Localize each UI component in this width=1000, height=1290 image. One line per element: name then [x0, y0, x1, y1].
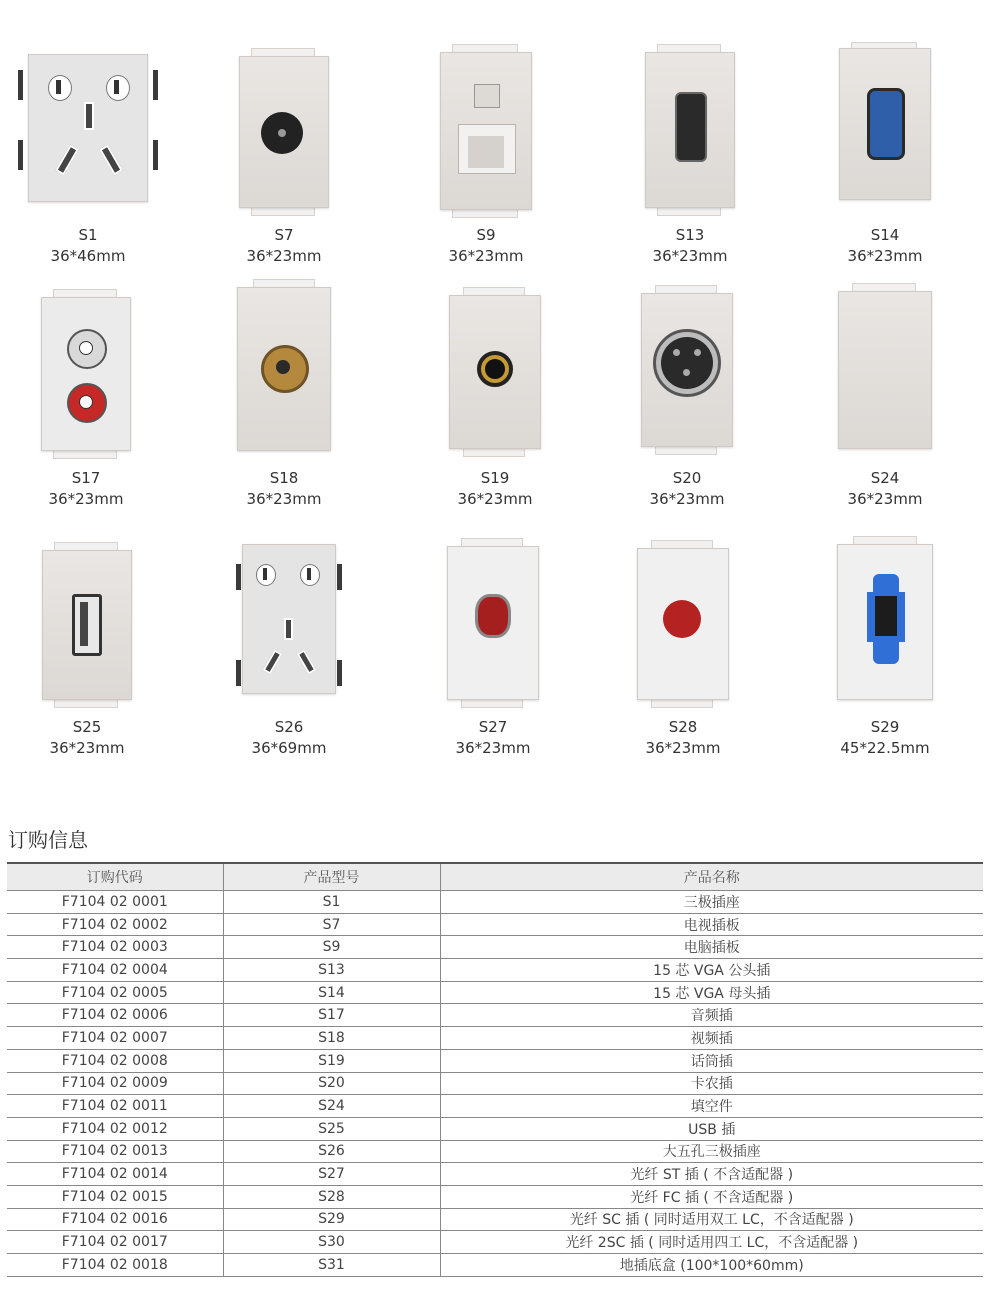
model: S31	[223, 1254, 440, 1277]
product-name: 15 芯 VGA 公头插	[440, 959, 983, 982]
order-code: F7104 02 0001	[7, 891, 223, 914]
product-code: S18	[269, 469, 299, 487]
order-code: F7104 02 0006	[7, 1004, 223, 1027]
socket-image	[835, 536, 935, 700]
product-name: 光纤 2SC 插 ( 同时适用四工 LC，不含适配器 )	[440, 1231, 983, 1254]
product-size: 36*23mm	[246, 247, 322, 265]
model: S25	[223, 1117, 440, 1140]
socket-image	[39, 289, 133, 459]
product-name: 话筒插	[440, 1049, 983, 1072]
socket-image	[447, 287, 543, 457]
table-row	[7, 1004, 983, 1027]
product-row-2	[0, 243, 1000, 508]
product-row-3	[0, 492, 1000, 757]
table-row	[7, 1049, 983, 1072]
product-code: S9	[476, 226, 496, 244]
product-size: 36*23mm	[847, 490, 923, 508]
product-code: S24	[870, 469, 900, 487]
product-size: 36*69mm	[251, 739, 327, 757]
product-size: 36*23mm	[645, 739, 721, 757]
product-code: S29	[870, 718, 900, 736]
product-size: 36*23mm	[49, 739, 125, 757]
model: S24	[223, 1095, 440, 1118]
table-header-row	[7, 863, 983, 891]
product-name: 15 芯 VGA 母头插	[440, 981, 983, 1004]
table-row	[7, 913, 983, 936]
table-row	[7, 981, 983, 1004]
socket-image	[236, 542, 342, 694]
product-code: S28	[668, 718, 698, 736]
table-row	[7, 1027, 983, 1050]
product-name: 光纤 SC 插 ( 同时适用双工 LC，不含适配器 )	[440, 1208, 983, 1231]
table-row	[7, 1231, 983, 1254]
order-code: F7104 02 0011	[7, 1095, 223, 1118]
product-code: S19	[480, 469, 510, 487]
ordering-table	[7, 862, 983, 1277]
product-name: 光纤 ST 插 ( 不含适配器 )	[440, 1163, 983, 1186]
order-code: F7104 02 0014	[7, 1163, 223, 1186]
socket-image	[237, 48, 331, 216]
product-size: 36*23mm	[457, 490, 533, 508]
order-code: F7104 02 0004	[7, 959, 223, 982]
order-code: F7104 02 0008	[7, 1049, 223, 1072]
order-code: F7104 02 0005	[7, 981, 223, 1004]
order-code: F7104 02 0013	[7, 1140, 223, 1163]
product-name: 电脑插板	[440, 936, 983, 959]
model: S1	[223, 891, 440, 914]
socket-image	[438, 44, 534, 218]
product-code: S27	[478, 718, 508, 736]
socket-image	[837, 42, 933, 202]
socket-image	[635, 540, 731, 708]
product-name: 光纤 FC 插 ( 不含适配器 )	[440, 1185, 983, 1208]
product-code: S20	[672, 469, 702, 487]
table-row	[7, 1140, 983, 1163]
product-size: 36*23mm	[448, 247, 524, 265]
socket-image	[643, 44, 737, 216]
model: S26	[223, 1140, 440, 1163]
product-code: S1	[78, 226, 98, 244]
order-code: F7104 02 0009	[7, 1072, 223, 1095]
table-row	[7, 1117, 983, 1140]
product-name: 音频插	[440, 1004, 983, 1027]
model: S18	[223, 1027, 440, 1050]
order-code: F7104 02 0012	[7, 1117, 223, 1140]
model: S17	[223, 1004, 440, 1027]
product-code: S25	[72, 718, 102, 736]
product-name: 三极插座	[440, 891, 983, 914]
product-code: S14	[870, 226, 900, 244]
socket-image	[836, 283, 934, 453]
order-code: F7104 02 0016	[7, 1208, 223, 1231]
socket-image	[445, 538, 541, 708]
model: S14	[223, 981, 440, 1004]
order-code: F7104 02 0003	[7, 936, 223, 959]
model: S28	[223, 1185, 440, 1208]
order-code: F7104 02 0018	[7, 1254, 223, 1277]
model: S20	[223, 1072, 440, 1095]
product-size: 36*23mm	[649, 490, 725, 508]
product-name: 视频插	[440, 1027, 983, 1050]
product-size: 36*23mm	[652, 247, 728, 265]
table-row	[7, 891, 983, 914]
table-row	[7, 1254, 983, 1277]
product-code: S13	[675, 226, 705, 244]
table-row	[7, 1072, 983, 1095]
product-size: 36*23mm	[48, 490, 124, 508]
header-model: 产品型号	[223, 863, 440, 891]
product-code: S26	[274, 718, 304, 736]
product-row-1	[0, 0, 1000, 265]
table-row	[7, 1163, 983, 1186]
table-row	[7, 936, 983, 959]
model: S30	[223, 1231, 440, 1254]
order-code: F7104 02 0007	[7, 1027, 223, 1050]
product-name: USB 插	[440, 1117, 983, 1140]
header-product-name: 产品名称	[440, 863, 983, 891]
product-name: 电视插板	[440, 913, 983, 936]
socket-image	[235, 279, 333, 455]
product-size: 36*23mm	[455, 739, 531, 757]
model: S27	[223, 1163, 440, 1186]
product-code: S7	[274, 226, 294, 244]
table-row	[7, 959, 983, 982]
model: S19	[223, 1049, 440, 1072]
product-size: 45*22.5mm	[840, 739, 930, 757]
product-name: 地插底盒 (100*100*60mm)	[440, 1254, 983, 1277]
product-size: 36*23mm	[847, 247, 923, 265]
table-row	[7, 1185, 983, 1208]
product-code: S17	[71, 469, 101, 487]
product-size: 36*23mm	[246, 490, 322, 508]
model: S29	[223, 1208, 440, 1231]
socket-image	[40, 542, 134, 706]
model: S13	[223, 959, 440, 982]
product-name: 大五孔三极插座	[440, 1140, 983, 1163]
socket-image	[639, 285, 735, 455]
table-row	[7, 1208, 983, 1231]
model: S9	[223, 936, 440, 959]
table-row	[7, 1095, 983, 1118]
model: S7	[223, 913, 440, 936]
product-size: 36*46mm	[50, 247, 126, 265]
socket-image	[18, 50, 158, 205]
order-code: F7104 02 0002	[7, 913, 223, 936]
ordering-title: 订购信息	[8, 828, 88, 852]
header-order-code: 订购代码	[7, 863, 223, 891]
order-code: F7104 02 0015	[7, 1185, 223, 1208]
product-name: 卡农插	[440, 1072, 983, 1095]
product-name: 填空件	[440, 1095, 983, 1118]
order-code: F7104 02 0017	[7, 1231, 223, 1254]
